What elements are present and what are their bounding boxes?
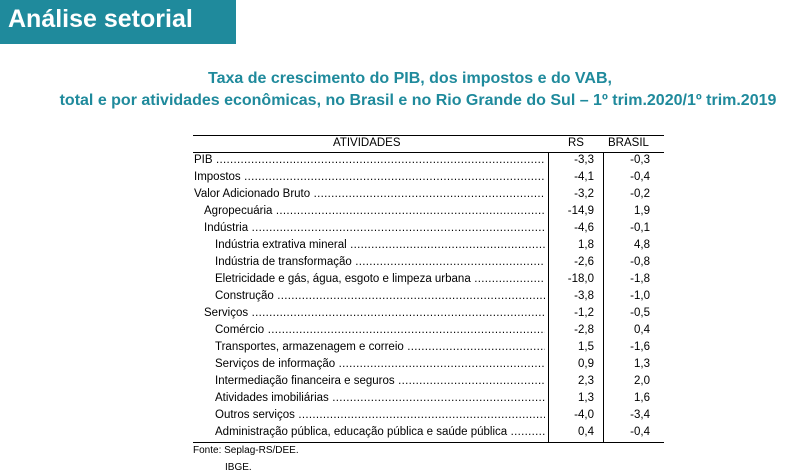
row-brasil-value: 2,0	[634, 375, 650, 387]
row-rs-value: -3,2	[574, 188, 594, 200]
row-rs-value: -4,1	[574, 171, 594, 183]
row-brasil-value: -0,4	[630, 171, 650, 183]
section-title: Análise setorial	[8, 5, 193, 33]
row-rs-value: 0,4	[578, 426, 594, 438]
row-activity-label: Serviços .....	[204, 307, 545, 322]
table-row	[193, 425, 664, 442]
row-brasil-value: 4,8	[634, 239, 650, 251]
row-brasil-value: 1,3	[634, 358, 650, 370]
row-brasil-value: -0,2	[630, 188, 650, 200]
row-rs-value: -3,3	[574, 154, 594, 166]
row-activity-label: Administração pública, educação pública e saúde pública .....	[215, 426, 545, 441]
header-brasil: BRASIL	[608, 137, 649, 149]
table-row	[193, 340, 664, 357]
table-title-line-1: Taxa de crescimento do PIB, dos impostos e do VAB,	[208, 70, 612, 87]
table-row	[193, 221, 664, 238]
table-row	[193, 238, 664, 255]
row-rs-value: 1,5	[578, 341, 594, 353]
table-row	[193, 187, 664, 204]
table-row	[193, 357, 664, 374]
row-brasil-value: -1,0	[630, 290, 650, 302]
table-row	[193, 170, 664, 187]
row-activity-label: Indústria .....	[204, 222, 545, 237]
table-row	[193, 306, 664, 323]
row-activity-label: Eletricidade e gás, água, esgoto e limpeza urbana .....	[215, 273, 545, 288]
table-row	[193, 204, 664, 221]
row-rs-value: 1,8	[578, 239, 594, 251]
row-activity-label: Agropecuária .....	[204, 205, 545, 220]
table-body	[193, 153, 664, 442]
row-rs-value: -3,8	[574, 290, 594, 302]
row-brasil-value: 1,9	[634, 205, 650, 217]
row-rs-value: -4,0	[574, 409, 594, 421]
row-brasil-value: -3,4	[630, 409, 650, 421]
row-activity-label: Indústria extrativa mineral .....	[215, 239, 545, 254]
table-header	[193, 136, 664, 152]
table-row	[193, 255, 664, 272]
row-activity-label: Comércio .....	[215, 324, 545, 339]
row-brasil-value: -0,8	[630, 256, 650, 268]
row-brasil-value: -1,8	[630, 273, 650, 285]
row-brasil-value: -0,5	[630, 307, 650, 319]
row-activity-label: Valor Adicionado Bruto .....	[194, 188, 545, 203]
table-row	[193, 408, 664, 425]
table-title-line-2: total e por atividades econômicas, no Brasil e no Rio Grande do Sul – 1º trim.2020/1º trim.2019	[59, 92, 777, 109]
row-activity-label: PIB .....	[194, 154, 545, 169]
table-row	[193, 272, 664, 289]
row-activity-label: Serviços de informação .....	[215, 358, 545, 373]
row-activity-label: Construção .....	[215, 290, 545, 305]
row-rs-value: -2,6	[574, 256, 594, 268]
row-rs-value: -2,8	[574, 324, 594, 336]
row-brasil-value: 0,4	[634, 324, 650, 336]
row-rs-value: 1,3	[578, 392, 594, 404]
table-row	[193, 374, 664, 391]
row-activity-label: Outros serviços .....	[215, 409, 545, 424]
row-activity-label: Atividades imobiliárias .....	[215, 392, 545, 407]
row-activity-label: Indústria de transformação .....	[215, 256, 545, 271]
source-note: Fonte: Seplag-RS/DEE.	[193, 445, 299, 456]
row-rs-value: -18,0	[567, 273, 594, 285]
row-brasil-value: 1,6	[634, 392, 650, 404]
section-banner	[0, 0, 236, 44]
table-bottom-rule	[193, 442, 664, 443]
row-brasil-value: -0,4	[630, 426, 650, 438]
row-activity-label: Transportes, armazenagem e correio .....	[215, 341, 545, 356]
table-row	[193, 323, 664, 340]
table-row	[193, 391, 664, 408]
growth-table	[193, 135, 664, 443]
row-activity-label: Intermediação financeira e seguros .....	[215, 375, 545, 390]
table-row	[193, 289, 664, 306]
row-rs-value: -14,9	[567, 205, 594, 217]
row-brasil-value: -0,1	[630, 222, 650, 234]
row-rs-value: 2,3	[578, 375, 594, 387]
header-activities: ATIVIDADES	[333, 137, 401, 149]
source-note-2: IBGE.	[225, 462, 252, 473]
row-brasil-value: -0,3	[630, 154, 650, 166]
row-rs-value: 0,9	[578, 358, 594, 370]
row-rs-value: -4,6	[574, 222, 594, 234]
row-activity-label: Impostos .....	[194, 171, 545, 186]
row-rs-value: -1,2	[574, 307, 594, 319]
table-row	[193, 153, 664, 170]
row-brasil-value: -1,6	[630, 341, 650, 353]
header-rs: RS	[568, 137, 584, 149]
